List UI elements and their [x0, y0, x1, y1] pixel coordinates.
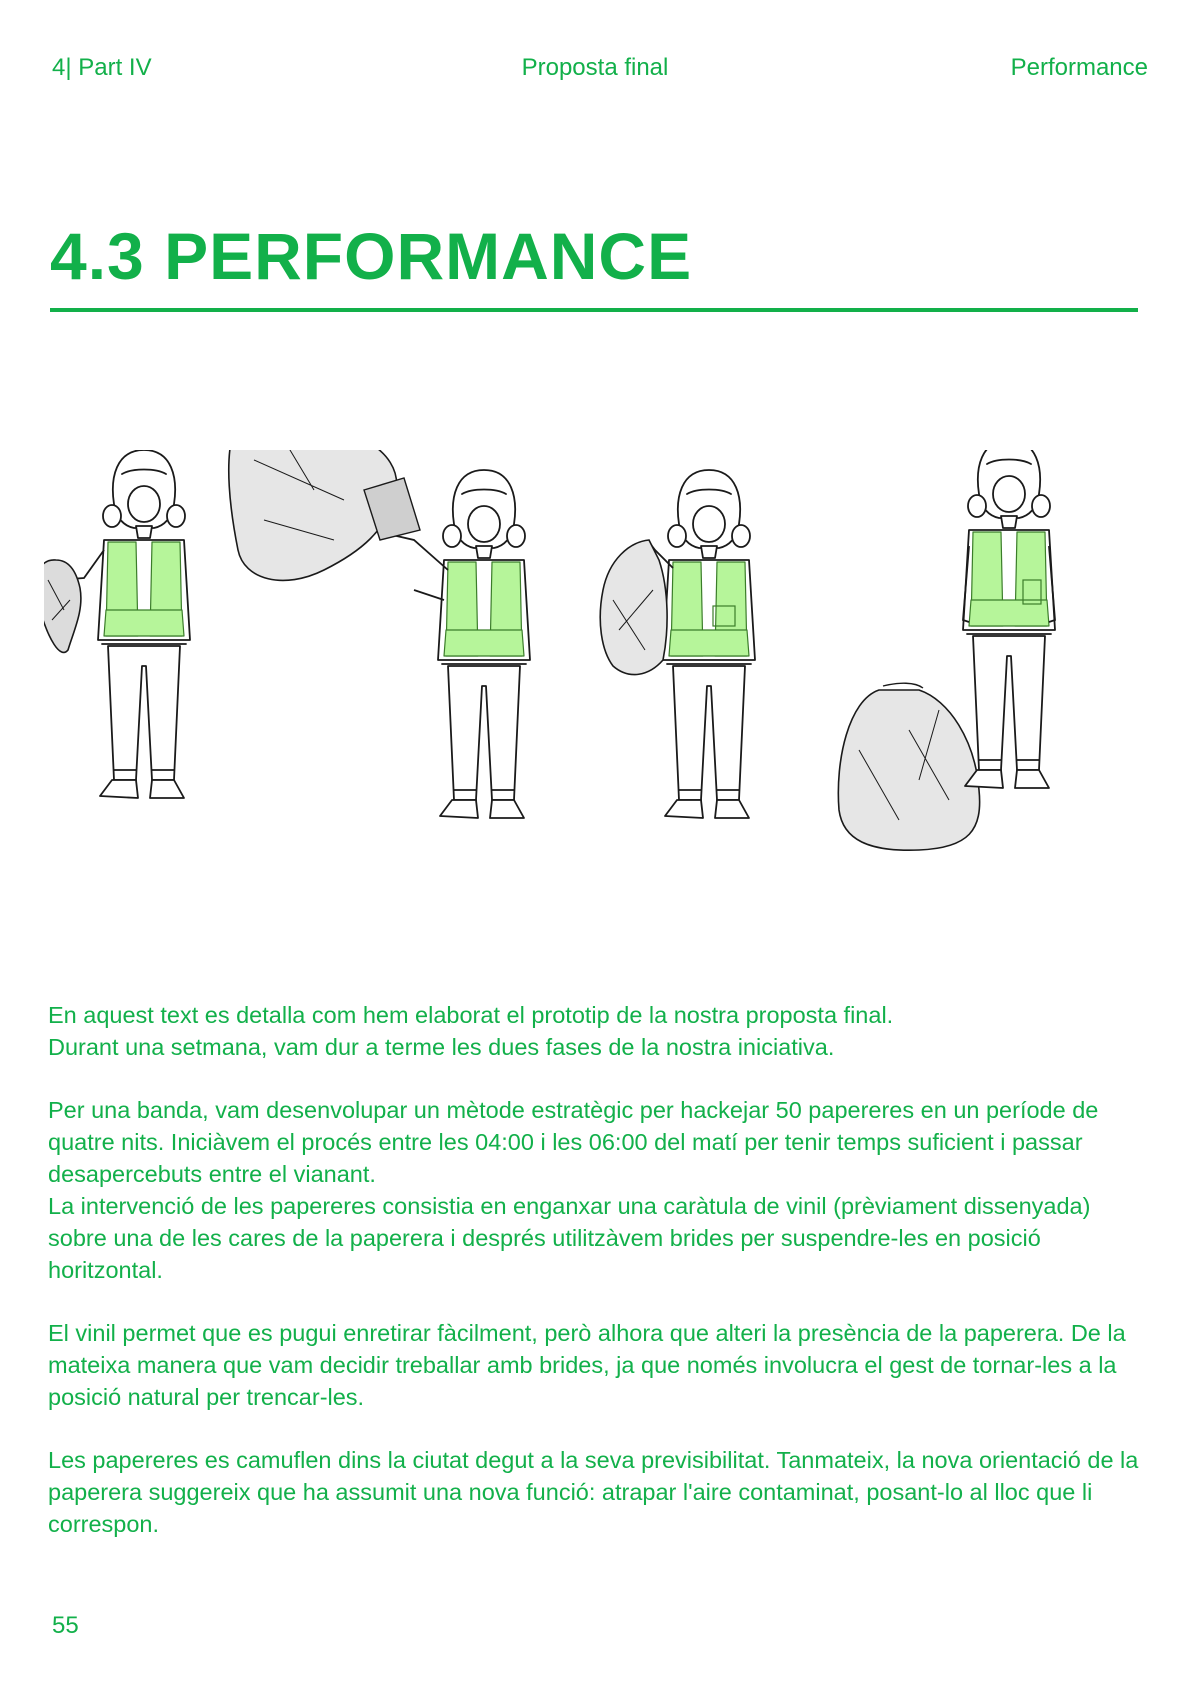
paragraph: El vinil permet que es pugui enretirar fàcilment, però alhora que alteri la presència de la paperera. De la mateixa manera que vam decidir treballar amb brides, ja que només involucra el gest de tornar-les a la posició natural per trencar-les. [48, 1320, 1126, 1410]
page-title: 4.3 PERFORMANCE [50, 219, 693, 293]
paragraph: Per una banda, vam desenvolupar un mètode estratègic per hackejar 50 papereres en un període de quatre nits. Iniciàvem el procés entre les 04:00 i les 06:00 del matí per tenir temps suficient i passar desapercebuts entre el vianant. La intervenció de les papereres consistia en enganxar una caràtula de vinil (prèviament dissenyada) sobre una de les cares de la paperera i després utilitzàvem brides per suspendre-les en posició horitzontal. [48, 1097, 1099, 1283]
running-header [0, 54, 1190, 84]
body-text [48, 999, 1148, 1571]
performer-sequence-illustration [44, 450, 1144, 940]
performer-opening-bag [229, 450, 530, 818]
performer-holding-bag [44, 450, 190, 798]
filled-bag-on-ground [838, 683, 979, 850]
performer-standing [963, 450, 1055, 788]
header-chapter-label: Proposta final [521, 54, 669, 81]
performer-filling-bag [600, 470, 755, 818]
paragraph: Les papereres es camuflen dins la ciutat degut a la seva previsibilitat. Tanmateix, la nova orientació de la paperera suggereix que ha assumit una nova funció: atrapar l'aire contaminat, posant-lo al lloc que li correspon. [48, 1447, 1139, 1537]
title-divider [50, 308, 1138, 312]
header-topic-label: Performance [1010, 54, 1148, 81]
page-number: 55 [52, 1612, 79, 1639]
paragraph: En aquest text es detalla com hem elaborat el prototip de la nostra proposta final. Durant una setmana, vam dur a terme les dues fases de la nostra iniciativa. [48, 1002, 894, 1060]
header-section-label: 4| Part IV [52, 54, 152, 81]
